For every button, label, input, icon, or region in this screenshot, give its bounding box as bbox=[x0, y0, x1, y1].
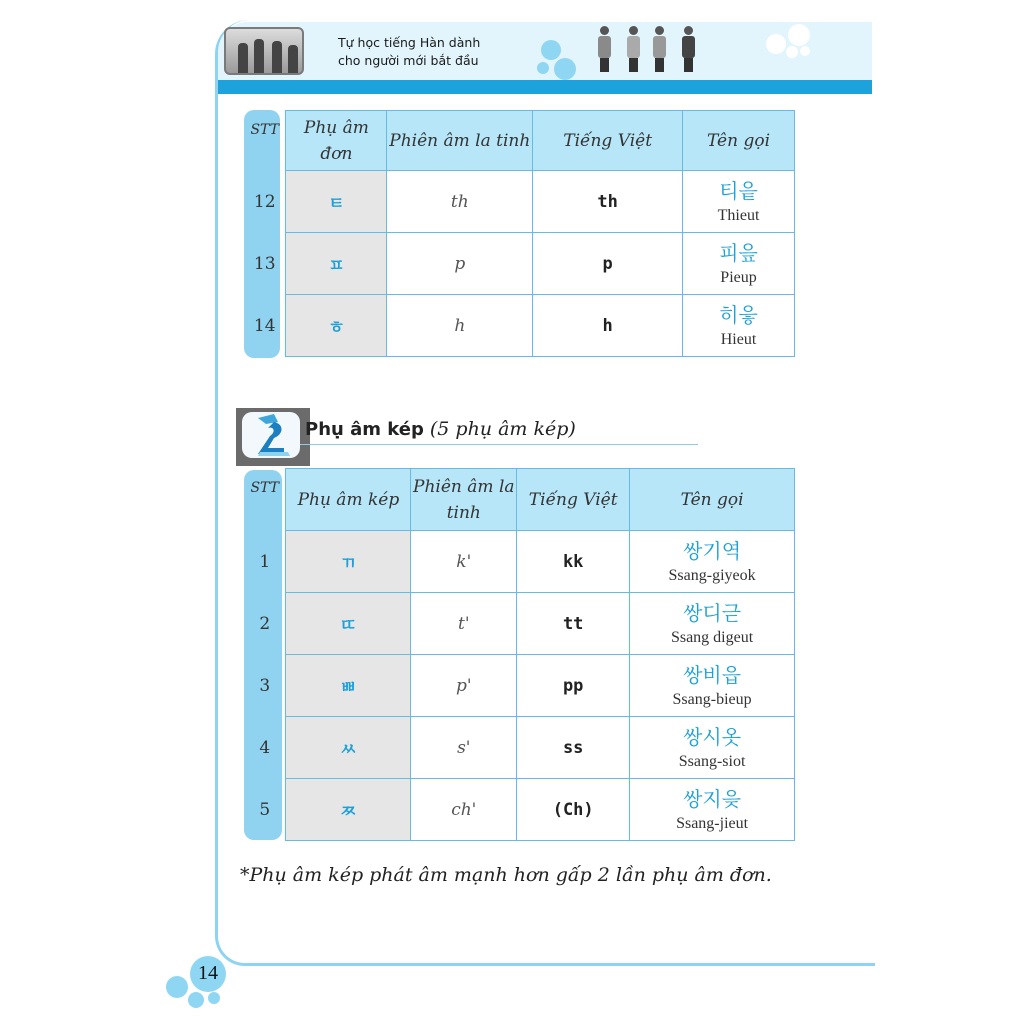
header-vietnamese: Tiếng Việt bbox=[533, 111, 683, 171]
page-number: 14 bbox=[190, 956, 226, 992]
name-roman: Ssang-siot bbox=[678, 752, 746, 770]
decor-bubble bbox=[188, 992, 204, 1008]
table-row bbox=[244, 233, 795, 295]
header-consonant: Phụ âm kép bbox=[286, 469, 411, 531]
name-roman: Ssang-bieup bbox=[672, 690, 752, 708]
table-row bbox=[244, 655, 795, 717]
name-roman: Thieut bbox=[717, 206, 760, 224]
row-hangul: ㄲ bbox=[286, 531, 411, 593]
row-roman: t' bbox=[411, 593, 517, 655]
header-romanization: Phiên âm la tinh bbox=[387, 111, 533, 171]
decor-bubble bbox=[537, 62, 549, 74]
decor-bubble bbox=[786, 46, 798, 58]
row-roman: p bbox=[387, 233, 533, 295]
name-roman: Hieut bbox=[720, 330, 757, 348]
name-korean: 티읕 bbox=[719, 178, 758, 203]
row-hangul: ㄸ bbox=[286, 593, 411, 655]
decor-bubble bbox=[788, 24, 810, 46]
table-row bbox=[244, 531, 795, 593]
decor-bubble bbox=[554, 58, 576, 80]
decor-bubble bbox=[541, 40, 561, 60]
row-stt: 12 bbox=[253, 191, 276, 212]
decor-bubble bbox=[766, 34, 786, 54]
row-viet: kk bbox=[517, 531, 630, 593]
header-title-line1: Tự học tiếng Hàn dành bbox=[338, 35, 481, 50]
single-consonant-table bbox=[244, 110, 795, 357]
row-name bbox=[630, 655, 795, 717]
row-name bbox=[683, 295, 795, 357]
header-romanization: Phiên âm la tinh bbox=[411, 469, 517, 531]
header-name: Tên gọi bbox=[683, 111, 795, 171]
name-korean: 히읗 bbox=[719, 302, 758, 327]
row-hangul: ㅃ bbox=[286, 655, 411, 717]
name-roman: Pieup bbox=[720, 268, 757, 286]
row-stt: 14 bbox=[253, 315, 276, 336]
header-vietnamese: Tiếng Việt bbox=[517, 469, 630, 531]
row-viet: p bbox=[533, 233, 683, 295]
row-name bbox=[683, 233, 795, 295]
name-korean: 쌍시옷 bbox=[683, 724, 742, 749]
header-title-line2: cho người mới bắt đầu bbox=[338, 53, 479, 68]
row-name bbox=[630, 779, 795, 841]
row-viet: ss bbox=[517, 717, 630, 779]
row-hangul: ㅎ bbox=[286, 295, 387, 357]
row-hangul: ㅉ bbox=[286, 779, 411, 841]
row-roman: k' bbox=[411, 531, 517, 593]
name-korean: 쌍비읍 bbox=[683, 662, 742, 687]
name-roman: Ssang-jieut bbox=[676, 814, 749, 832]
header-consonant: Phụ âm đơn bbox=[286, 111, 387, 171]
name-roman: Ssang-giyeok bbox=[668, 566, 756, 584]
row-viet: th bbox=[533, 171, 683, 233]
row-stt: 1 bbox=[259, 551, 271, 572]
table-row bbox=[244, 779, 795, 841]
section-title-italic: (5 phụ âm kép) bbox=[429, 418, 576, 440]
row-stt: 3 bbox=[259, 675, 271, 696]
row-viet: (Ch) bbox=[517, 779, 630, 841]
decor-bubble bbox=[800, 46, 810, 56]
header-stt: STT bbox=[250, 479, 279, 496]
name-korean: 쌍디귿 bbox=[683, 600, 742, 625]
table-row bbox=[244, 593, 795, 655]
row-viet: h bbox=[533, 295, 683, 357]
row-roman: th bbox=[387, 171, 533, 233]
row-stt: 5 bbox=[259, 799, 271, 820]
row-viet: pp bbox=[517, 655, 630, 717]
section-underline bbox=[300, 444, 698, 445]
cartoon-person-icon bbox=[681, 26, 695, 74]
row-stt: 4 bbox=[259, 737, 271, 758]
row-stt: 13 bbox=[253, 253, 276, 274]
cartoon-person-icon bbox=[652, 26, 666, 74]
name-roman: Ssang digeut bbox=[670, 628, 754, 646]
section-title bbox=[305, 418, 576, 440]
row-stt: 2 bbox=[259, 613, 271, 634]
header-stt: STT bbox=[250, 121, 279, 138]
row-roman: p' bbox=[411, 655, 517, 717]
name-korean: 쌍지읒 bbox=[683, 786, 742, 811]
header-title bbox=[338, 34, 538, 70]
row-roman: s' bbox=[411, 717, 517, 779]
decor-bubble bbox=[166, 976, 188, 998]
table-header-row bbox=[244, 469, 795, 531]
row-name bbox=[683, 171, 795, 233]
cartoon-person-icon bbox=[626, 26, 640, 74]
section-number-2-icon bbox=[236, 408, 310, 466]
header-photo bbox=[224, 27, 304, 75]
row-name bbox=[630, 531, 795, 593]
footnote: *Phụ âm kép phát âm mạnh hơn gấp 2 lần phụ âm đơn. bbox=[240, 864, 772, 886]
row-hangul: ㅆ bbox=[286, 717, 411, 779]
table-row bbox=[244, 171, 795, 233]
header-name: Tên gọi bbox=[630, 469, 795, 531]
row-name bbox=[630, 717, 795, 779]
table-header-row bbox=[244, 111, 795, 171]
header-stripe bbox=[218, 80, 872, 94]
decor-bubble bbox=[208, 992, 220, 1004]
cartoon-person-icon bbox=[597, 26, 611, 74]
row-roman: h bbox=[387, 295, 533, 357]
table-row bbox=[244, 295, 795, 357]
row-hangul: ㅌ bbox=[286, 171, 387, 233]
section-title-bold: Phụ âm kép bbox=[305, 419, 424, 440]
row-roman: ch' bbox=[411, 779, 517, 841]
name-korean: 쌍기역 bbox=[683, 538, 742, 563]
row-viet: tt bbox=[517, 593, 630, 655]
row-name bbox=[630, 593, 795, 655]
double-consonant-table bbox=[244, 468, 795, 841]
row-hangul: ㅍ bbox=[286, 233, 387, 295]
name-korean: 피읖 bbox=[719, 240, 758, 265]
table-row bbox=[244, 717, 795, 779]
